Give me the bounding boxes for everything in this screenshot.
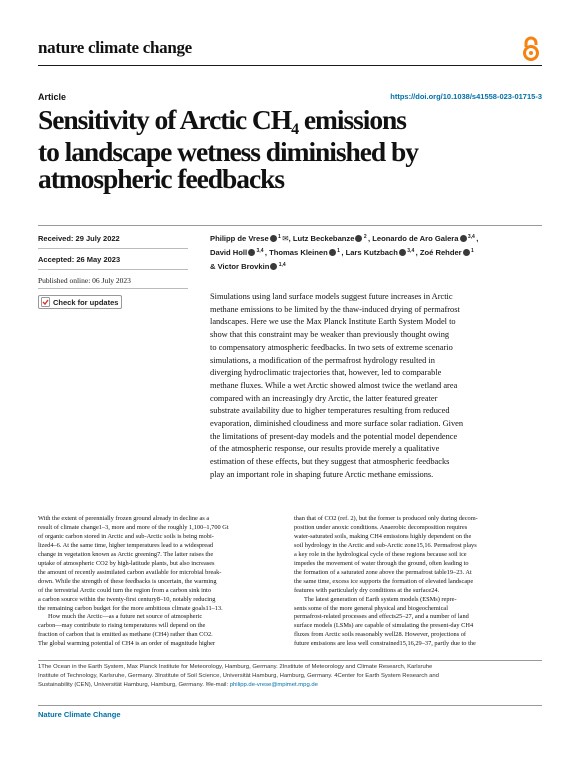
body-text-line: water-saturated soils, making CH4 emissions highly dependent on the <box>294 532 472 540</box>
published-date: Published online: 06 July 2023 <box>38 275 188 289</box>
check-updates-label: Check for updates <box>53 297 119 307</box>
abstract-line: methane emissions to be limited by the thaw-induced drying of permafrost <box>210 304 460 314</box>
body-text-line: the same time, excess ice supports the formation of elevated landscape <box>294 577 474 585</box>
abstract-line: of the atmospheric response, our results provide merely a qualitative <box>210 444 440 454</box>
author-name[interactable]: Philipp de Vrese <box>210 234 269 243</box>
body-text-line: The global warming potential of CH4 is an order of magnitude higher <box>38 640 216 648</box>
orcid-icon[interactable] <box>460 235 467 242</box>
article-type: Article <box>38 92 67 102</box>
mail-icon: ✉ <box>205 682 211 688</box>
body-text-line: of organic carbon stored in Arctic and sub-Arctic soils is being mobi- <box>38 532 214 540</box>
body-column-left <box>38 515 285 649</box>
mail-icon[interactable]: ✉ <box>282 234 289 243</box>
author-affiliation: 1 <box>276 234 283 240</box>
body-column-right <box>294 515 541 649</box>
body-text-line: than that of CO2 (ref. 2), but the former is produced only during decom- <box>294 515 478 522</box>
abstract-line: show that this constraint may be weaker than previously thought owing <box>210 330 450 340</box>
author-list: Philipp de Vrese $^1$ ✉, Lutz Beckebanze $^2$ , Leonardo de Aro Galera $^{3,4}$ , David Holl $^{3,4}$ , Thomas Kleinen $^1$ , Lars Kutzbach $^{3,4}$ , Zoé Rehder $^1$ & Victor Brovkin $^{1,4}$ <box>210 234 479 271</box>
author-affiliation: 1,4 <box>277 262 286 268</box>
footer-rule <box>38 705 542 706</box>
body-text-line: down. While the strength of these feedbacks is uncertain, the warming <box>38 577 217 585</box>
check-updates-icon <box>41 297 50 307</box>
body-text-line: change in vegetation known as Arctic greening7. The latter raises the <box>38 550 214 558</box>
abstract <box>210 291 542 482</box>
author-affiliation: 1 <box>335 248 342 254</box>
abstract-line: the limitations of present-day models and the potential model dependence <box>210 431 458 441</box>
check-for-updates-button[interactable] <box>38 295 122 309</box>
article-title <box>38 106 498 192</box>
abstract-line: landscapes. Here we use the Max Planck Institute Earth System Model to <box>210 317 456 327</box>
author-name[interactable]: Leonardo de Aro Galera <box>372 234 459 243</box>
email-label: e-mail: <box>210 682 230 688</box>
orcid-icon[interactable] <box>463 249 470 256</box>
email-link[interactable]: philipp.de-vrese@mpimet.mpg.de <box>229 682 318 688</box>
affiliation-line: 1The Ocean in the Earth System, Max Planck Institute for Meteorology, Hamburg, Germany. 2Institute of Meteorology and Climate Research, Karlsruhe <box>38 664 433 670</box>
orcid-icon[interactable] <box>399 249 406 256</box>
body-text-line: future emissions are less well constrained15,16,29–37, partly due to the <box>294 640 476 648</box>
orcid-icon[interactable] <box>329 249 336 256</box>
body-text-line: The latest generation of Earth system models (ESMs) repre- <box>304 595 457 603</box>
abstract-line: play an important role in shaping future Arctic methane emissions. <box>210 469 434 479</box>
body-text-line: With the extent of perennially frozen ground already in decline as a <box>38 515 210 522</box>
title-rule <box>38 225 542 226</box>
author-name[interactable]: & Victor Brovkin <box>210 262 270 271</box>
body-text-line: the remaining carbon budget for the more ambitious climate goals11–13. <box>38 604 223 612</box>
body-text-line: fraction of carbon that is emitted as methane (CH4) rather than CO2. <box>38 631 213 639</box>
title-line-3: atmospheric feedbacks <box>38 163 285 194</box>
abstract-line: methane fluxes. While a wet Arctic showed almost twice the wetland area <box>210 380 458 390</box>
affiliation-line: Institute of Technology, Karlsruhe, Germany. 3Institute of Soil Science, Universität Hamburg, Hamburg, Germany. 4Center for Earth System Research and <box>38 673 439 679</box>
body-text-line: features with particularly dry conditions at the surface24. <box>294 586 440 594</box>
author-name[interactable]: Lars Kutzbach <box>345 248 398 257</box>
open-access-icon <box>521 36 541 62</box>
body-text-line: position under anoxic conditions. Anaerobic decomposition requires <box>294 523 468 531</box>
body-text-line: a carbon source within the twenty-first century8–10, notably reducing <box>38 595 216 603</box>
accepted-date: Accepted: 26 May 2023 <box>38 254 188 270</box>
body-text-line: How much the Arctic—as a future net source of atmospheric <box>48 613 203 621</box>
body-text-line: fluxes from Arctic soils reasonably well28. However, projections of <box>294 631 467 639</box>
body-text-line: of the terrestrial Arctic could turn the region from a carbon sink into <box>38 586 211 594</box>
title-line-1: Sensitivity of Arctic CH <box>38 104 292 135</box>
footnote-rule <box>38 660 542 661</box>
body-text-line: the amount of recently assimilated carbon available for microbial break- <box>38 568 222 576</box>
author-affiliation: 1 <box>469 248 474 254</box>
body-text-line: carbon—may contribute to rising temperatures will depend on the <box>38 622 206 630</box>
body-text-line: a key role in the hydrological cycle of these regions because soil ice <box>294 550 467 558</box>
author-name[interactable]: David Holl <box>210 248 248 257</box>
body-text-line: surface models (LSMs) are capable of simulating the present-day CH4 <box>294 622 474 630</box>
abstract-line: evaporation, diminished cloudiness and more surface solar radiation. Given <box>210 419 464 429</box>
body-text-line: impedes the movement of water through the ground, often leading to <box>294 559 469 567</box>
affiliation-line: Sustainability (CEN), Universität Hamburg, Hamburg, Germany. <box>38 682 206 688</box>
footer-journal-name[interactable]: Nature Climate Change <box>38 710 121 719</box>
body-text-line: uptake of atmospheric CO2 by high-latitude plants, but also increases <box>38 559 215 567</box>
journal-name: nature climate change <box>38 38 192 57</box>
abstract-line: simulations, a modification of the permafrost hydrology resulted in <box>210 355 435 365</box>
title-line-2: to landscape wetness diminished by <box>38 136 418 167</box>
author-affiliation: 2 <box>362 234 369 240</box>
abstract-line: to compensatory atmospheric feedbacks. In two sets of extreme scenario <box>210 342 453 352</box>
body-text-line: soil hydrology in the Arctic and sub-Arctic zone15,16. Permafrost plays <box>294 541 477 549</box>
header-rule <box>38 65 542 66</box>
body-text-line: result of climate change1–3, more and more of the roughly 1,100–1,700 Gt <box>38 523 229 531</box>
abstract-line: compared with an increasingly dry Arctic, the latter featured greater <box>210 393 438 403</box>
body-text-line: permafrost-related processes and effects25–27, and a number of land <box>294 613 469 621</box>
received-date: Received: 29 July 2022 <box>38 233 188 249</box>
author-affiliation: 3,4 <box>405 248 416 254</box>
abstract-line: diverging hydroclimatic trajectories that, however, led to comparable <box>210 368 442 378</box>
title-subscript: 4 <box>291 121 299 138</box>
author-name[interactable]: Zoé Rehder <box>419 248 462 257</box>
author-name[interactable]: Lutz Beckebanze <box>292 234 355 243</box>
body-text-line: sents some of the more general physical and biogeochemical <box>294 604 448 612</box>
abstract-line: substrate availability due to higher temperatures resulting from reduced <box>210 406 450 416</box>
author-affiliation: 3,4 <box>255 248 265 254</box>
abstract-line: Simulations using land surface models suggest future increases in Arctic <box>210 292 453 301</box>
affiliations <box>38 663 544 690</box>
author-name[interactable]: Thomas Kleinen <box>269 248 328 257</box>
body-text-line: the formation of a saturated zone above the permafrost table19–23. At <box>294 568 472 576</box>
article-dates <box>38 233 188 309</box>
author-affiliation: 3,4 <box>466 234 477 240</box>
title-line-1-end: emissions <box>298 104 406 135</box>
abstract-line: estimation of these effects, but they suggest that atmospheric feedbacks <box>210 457 450 467</box>
orcid-icon[interactable] <box>270 235 277 242</box>
doi-link[interactable]: https://doi.org/10.1038/s41558-023-01715-3 <box>390 92 542 101</box>
body-text-line: lized4–6. At the same time, higher temperatures lead to a widespread <box>38 541 214 549</box>
